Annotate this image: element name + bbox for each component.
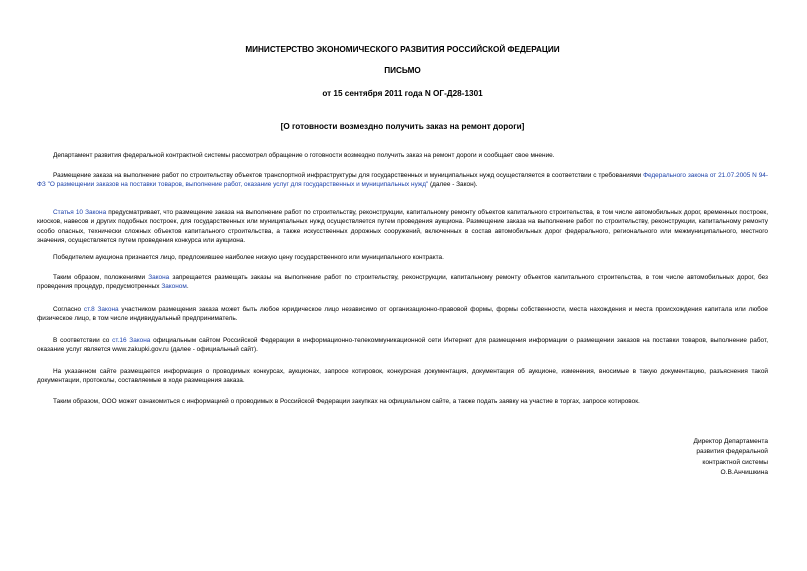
paragraph-text: Размещение заказа на выполнение работ по строительству объектов транспортной инфраструктуры для государственных и муниципальных нужд осуществляется в соответствии с требованиями xyxy=(53,172,644,179)
article-8-link[interactable]: ст.8 Закона xyxy=(83,306,119,313)
paragraph-text: Департамент развития федеральной контрактной системы рассмотрел обращение о готовности возмездно получить заказ на ремонт дороги и сообщает свое мнение. xyxy=(53,152,555,159)
paragraph-1 xyxy=(37,151,768,160)
law-link[interactable]: Закона xyxy=(148,274,170,281)
paragraph-text: (далее - Закон). xyxy=(428,181,478,189)
paragraph-5 xyxy=(37,273,768,292)
law-link[interactable]: Законом xyxy=(161,283,187,291)
signature-department-cont: контрактной системы xyxy=(702,458,768,466)
article-10-link[interactable]: Статья 10 Закона xyxy=(53,209,107,216)
paragraph-text: предусматривает, что размещение заказа на выполнение работ по строительству, реконструкции, капитальному ремонту объектов капитального строительства, в том числе автомобильных дорог, временных построек, киосков, навесов и других подобных построек, для государственных или муниципальных нужд осуществляется путем проведения аукциона. Размещение заказа на выполнение работ по строительству, реконструкции, капитальному ремонту особо опасных, технически сложных объектов капитального строительства, а также искусственных дорожных сооружений, включенных в состав автомобильных дорог федерального, регионального или межмуниципального, местного значения, осуществляется путем проведения конкурса или аукциона. xyxy=(37,209,768,245)
paragraph-text: запрещается размещать заказы на выполнение работ по строительству, реконструкции, капитальному ремонту объектов капитального строительства, в том числе автомобильных дорог, без проведения процедур, предусмотренных xyxy=(37,274,768,291)
signature-name: О.В.Анчишкина xyxy=(720,469,768,477)
document-date-number: от 15 сентября 2011 года N ОГ-Д28-1301 xyxy=(322,89,483,98)
paragraph-3 xyxy=(37,208,768,246)
paragraph-text: Победителем аукциона признается лицо, предложившее наиболее низкую цену государственного или муниципального контракта. xyxy=(53,254,444,261)
document-type: ПИСЬМО xyxy=(384,66,421,75)
paragraph-text: участником размещения заказа может быть любое юридическое лицо независимо от организационно-правовой формы, формы собственности, места нахождения и места происхождения капитала или любое физическое лицо, в том числе индивидуальный предприниматель. xyxy=(37,306,768,323)
paragraph-6 xyxy=(37,305,768,324)
paragraph-text: В соответствии со xyxy=(53,337,113,344)
document-subject: [О готовности возмездно получить заказ на ремонт дороги] xyxy=(280,122,525,131)
paragraph-4 xyxy=(37,253,768,262)
paragraph-text: Таким образом, положениями xyxy=(53,274,149,281)
paragraph-text: Таким образом, ООО может ознакомиться с информацией о проводимых в Российской Федерации закупках на официальном сайте, а также подать заявку на участие в торгах, запросе котировок. xyxy=(53,398,640,405)
paragraph-text: На указанном сайте размещается информация о проводимых конкурсах, аукционах, запросе котировок, конкурсная документация, документация об аукционе, изменения, вносимые в такую документацию, разъяснения такой документации, протоколы, составляемые в ходе размещения заказа. xyxy=(37,368,768,385)
paragraph-text: Согласно xyxy=(53,306,84,313)
signature-position: Директор Департамента xyxy=(693,438,768,445)
paragraph-7 xyxy=(37,336,768,355)
signature-department: развития федеральной xyxy=(696,448,768,456)
paragraph-9 xyxy=(37,397,768,406)
signature-block xyxy=(693,437,768,479)
paragraph-text: официальным сайтом Российской Федерации в информационно-телекоммуникационной сети Интернет для размещения информации о размещении заказов на поставки товаров, выполнение работ, оказание услуг является www.zakupki.gov.ru (далее - официальный сайт). xyxy=(37,337,768,354)
law-94fz-link[interactable]: Федерального закона от 21.07.2005 N 94-ФЗ "О размещении заказов на поставки товаров, выполнение работ, оказание услуг для государственных и муниципальных нужд" xyxy=(37,172,769,189)
paragraph-text: . xyxy=(186,283,189,291)
paragraph-2 xyxy=(37,171,768,190)
article-16-link[interactable]: ст.16 Закона xyxy=(112,337,151,344)
ministry-title: МИНИСТЕРСТВО ЭКОНОМИЧЕСКОГО РАЗВИТИЯ РОССИЙСКОЙ ФЕДЕРАЦИИ xyxy=(245,45,560,54)
paragraph-8 xyxy=(37,367,768,386)
